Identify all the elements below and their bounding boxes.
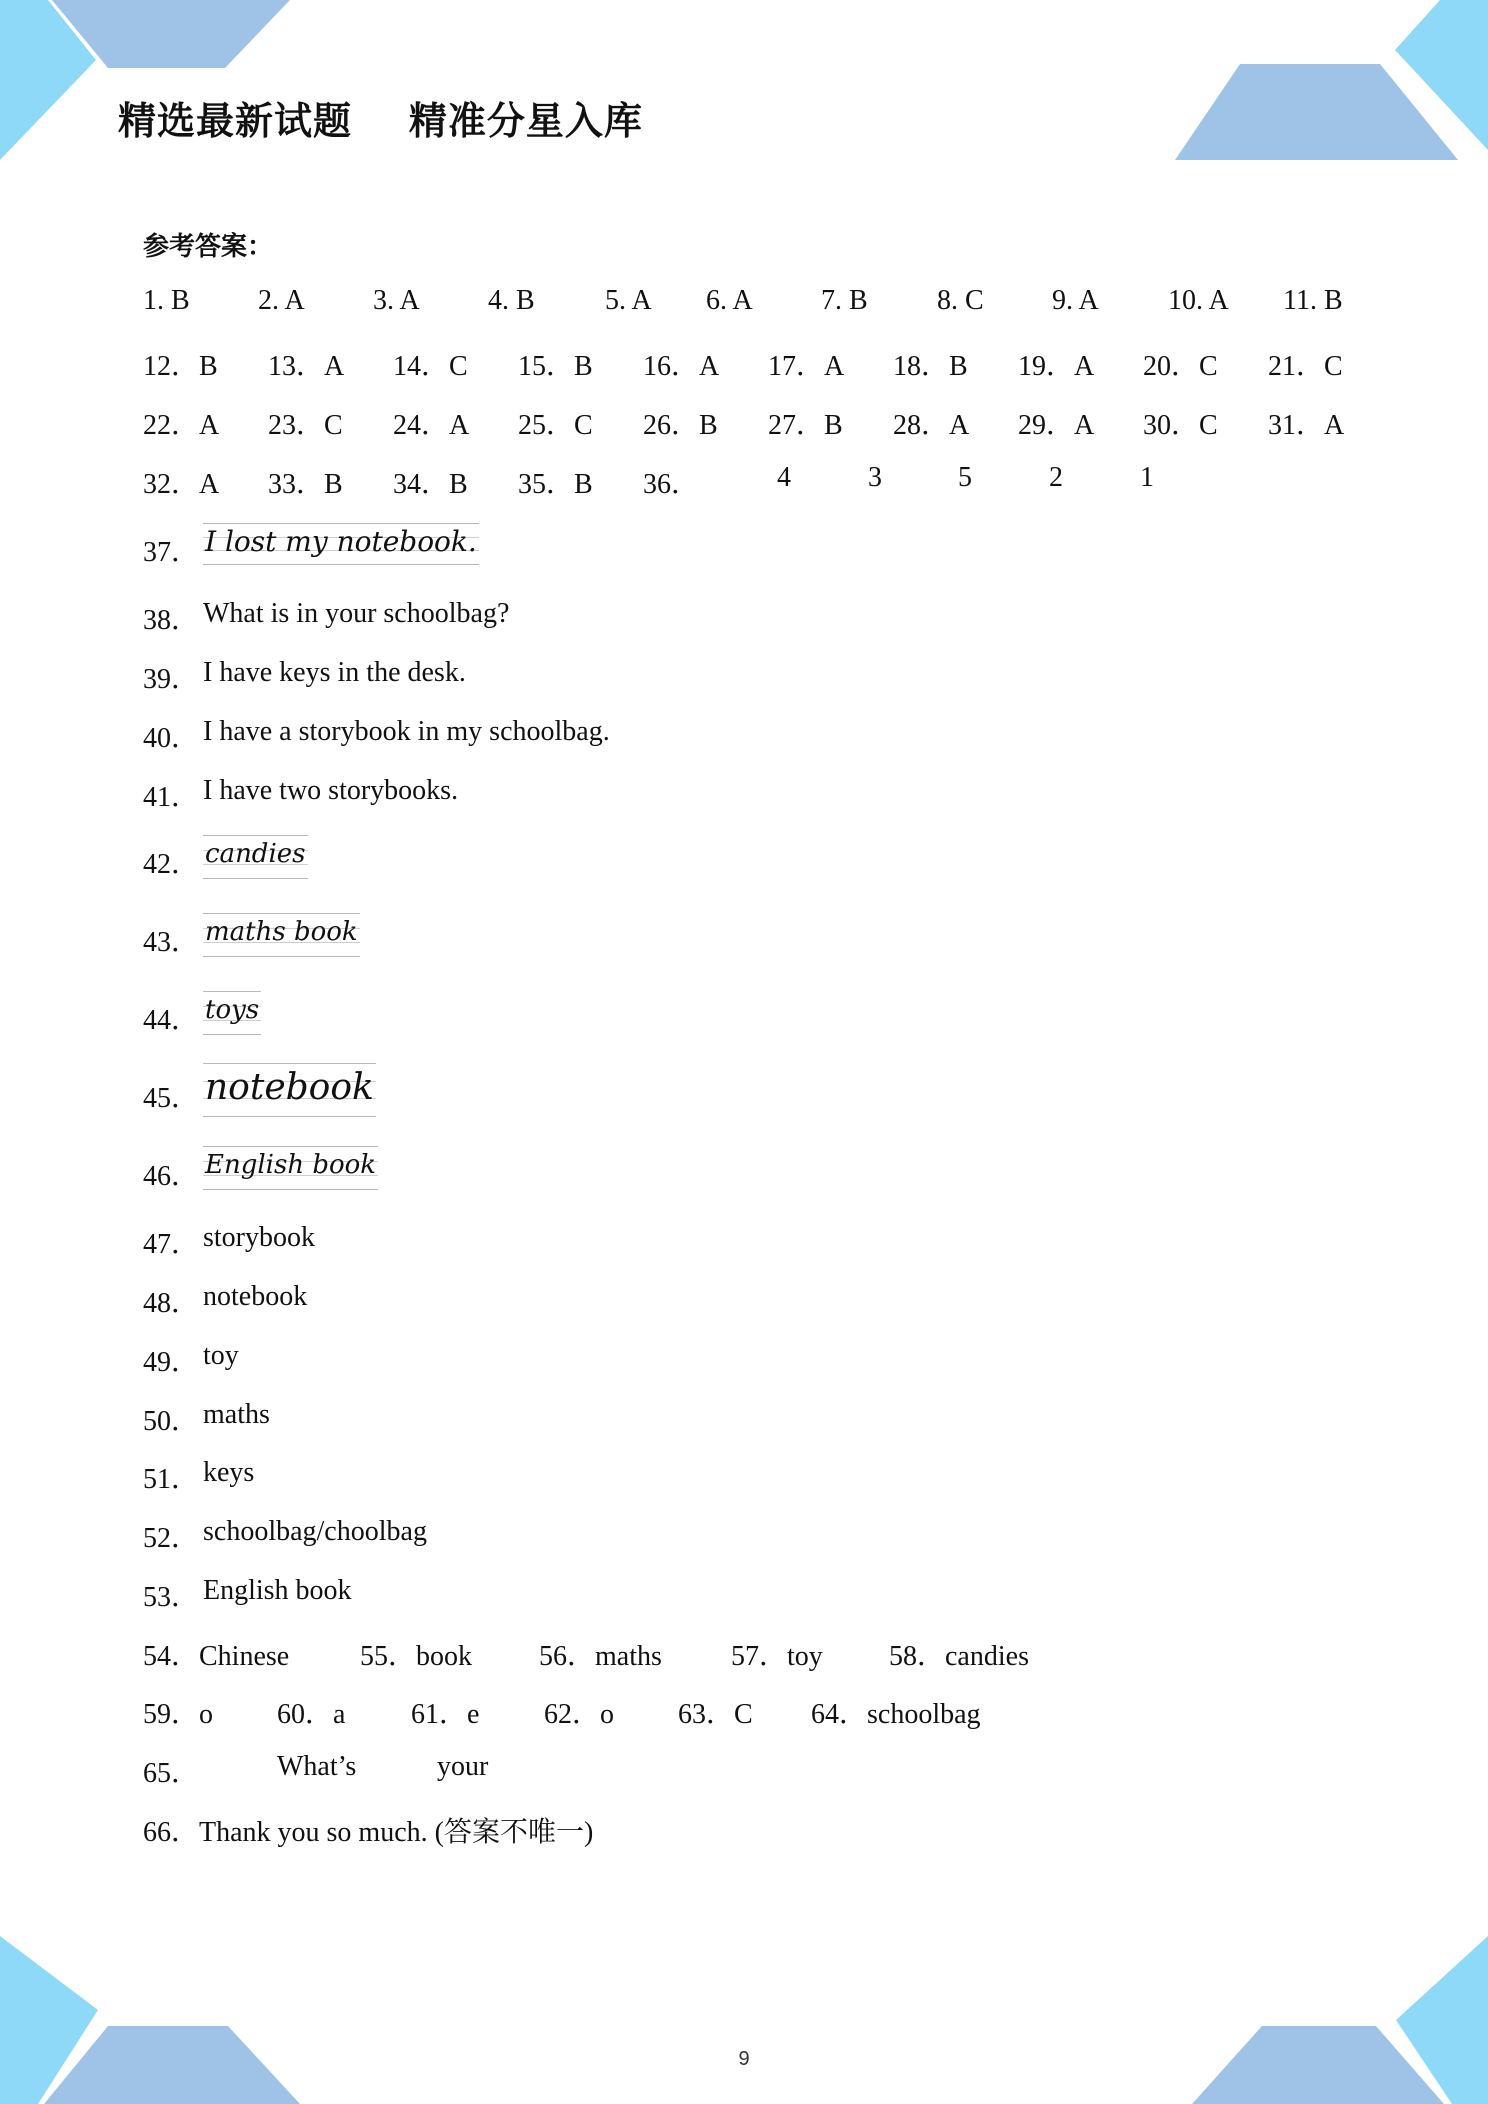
q42-handwriting: candies xyxy=(205,839,306,869)
answer-26: 26．B xyxy=(643,410,718,441)
answer-25: 25．C xyxy=(518,410,593,441)
q46-handwriting-box xyxy=(203,1146,378,1190)
answer-23: 23．C xyxy=(268,410,343,441)
answer-5: 5. A xyxy=(605,285,652,316)
answer-65-blank-2: your xyxy=(437,1751,489,1782)
q47-number: 47． xyxy=(143,1229,200,1260)
answer-10: 10. A xyxy=(1168,285,1229,316)
answer-32: 32．A xyxy=(143,469,220,500)
q51-answer: keys xyxy=(203,1457,255,1488)
answer-36-order-4: 2 xyxy=(1049,462,1063,493)
answer-6: 6. A xyxy=(706,285,753,316)
answer-2: 2. A xyxy=(258,285,305,316)
q44-handwriting-box xyxy=(203,991,261,1035)
q52-answer: schoolbag/choolbag xyxy=(203,1516,427,1547)
q46-number: 46． xyxy=(143,1161,200,1192)
q50-answer: maths xyxy=(203,1399,270,1430)
answer-7: 7. B xyxy=(821,285,868,316)
answer-22: 22．A xyxy=(143,410,220,441)
answer-58: 58．candies xyxy=(889,1641,1029,1672)
q41-number: 41． xyxy=(143,782,200,813)
answer-36: 36． xyxy=(643,469,700,500)
q50-number: 50． xyxy=(143,1406,200,1437)
answer-34: 34．B xyxy=(393,469,468,500)
answer-59: 59．o xyxy=(143,1699,214,1730)
q52-number: 52． xyxy=(143,1523,200,1554)
q45-handwriting: notebook xyxy=(205,1067,374,1108)
q49-number: 49． xyxy=(143,1347,200,1378)
answer-24: 24．A xyxy=(393,410,470,441)
q42-number: 42． xyxy=(143,849,200,880)
answer-4: 4. B xyxy=(488,285,535,316)
answer-12: 12．B xyxy=(143,351,218,382)
answer-15: 15．B xyxy=(518,351,593,382)
q48-answer: notebook xyxy=(203,1281,308,1312)
answer-64: 64．schoolbag xyxy=(811,1699,981,1730)
page-number: 9 xyxy=(738,2048,750,2070)
answer-9: 9. A xyxy=(1052,285,1099,316)
answer-61: 61．e xyxy=(411,1699,480,1730)
answer-54: 54．Chinese xyxy=(143,1641,290,1672)
answer-17: 17．A xyxy=(768,351,845,382)
q53-number: 53． xyxy=(143,1582,200,1613)
answer-21: 21．C xyxy=(1268,351,1343,382)
answer-28: 28．A xyxy=(893,410,970,441)
answer-62: 62．o xyxy=(544,1699,615,1730)
answer-14: 14．C xyxy=(393,351,468,382)
q37-handwriting: I lost my notebook. xyxy=(205,525,477,558)
answer-55: 55．book xyxy=(360,1641,473,1672)
q43-handwriting: maths book xyxy=(205,917,358,947)
answer-36-order-3: 5 xyxy=(958,462,972,493)
answer-8: 8. C xyxy=(937,285,984,316)
answer-36-order-2: 3 xyxy=(868,462,882,493)
q48-number: 48． xyxy=(143,1288,200,1319)
q44-number: 44． xyxy=(143,1005,200,1036)
answer-65-blank-1: What’s xyxy=(277,1751,357,1782)
answer-29: 29．A xyxy=(1018,410,1095,441)
answer-63: 63．C xyxy=(678,1699,753,1730)
q38-number: 38． xyxy=(143,605,200,636)
top-right-trapezoid xyxy=(1175,64,1458,160)
answer-36-order-5: 1 xyxy=(1140,462,1154,493)
answer-57: 57．toy xyxy=(731,1641,823,1672)
q44-handwriting: toys xyxy=(205,995,260,1025)
answer-11: 11. B xyxy=(1283,285,1343,316)
q43-number: 43． xyxy=(143,927,200,958)
answer-60: 60．a xyxy=(277,1699,346,1730)
q38-answer: What is in your schoolbag? xyxy=(203,598,510,629)
answer-30: 30．C xyxy=(1143,410,1218,441)
q49-answer: toy xyxy=(203,1340,239,1371)
q43-handwriting-box xyxy=(203,913,360,957)
q45-handwriting-box xyxy=(203,1063,376,1117)
q51-number: 51． xyxy=(143,1464,200,1495)
answer-13: 13．A xyxy=(268,351,345,382)
q46-handwriting: English book xyxy=(205,1150,377,1180)
q37-number: 37． xyxy=(143,537,200,568)
answer-18: 18．B xyxy=(893,351,968,382)
answer-36-order-1: 4 xyxy=(777,462,791,493)
answer-65-number: 65． xyxy=(143,1758,200,1789)
q39-number: 39． xyxy=(143,664,200,695)
answer-27: 27．B xyxy=(768,410,843,441)
answer-19: 19．A xyxy=(1018,351,1095,382)
answers-heading: 参考答案： xyxy=(143,232,274,262)
answer-16: 16．A xyxy=(643,351,720,382)
answer-31: 31．A xyxy=(1268,410,1345,441)
q42-handwriting-box xyxy=(203,835,308,879)
q40-answer: I have a storybook in my schoolbag. xyxy=(203,716,610,747)
answer-56: 56．maths xyxy=(539,1641,662,1672)
answer-35: 35．B xyxy=(518,469,593,500)
q45-number: 45． xyxy=(143,1083,200,1114)
q37-handwriting-box xyxy=(203,523,479,565)
q47-answer: storybook xyxy=(203,1222,315,1253)
q41-answer: I have two storybooks. xyxy=(203,775,459,806)
answer-33: 33．B xyxy=(268,469,343,500)
q40-number: 40． xyxy=(143,723,200,754)
q53-answer: English book xyxy=(203,1575,352,1606)
header-title: 精选最新试题 精准分星入库 xyxy=(118,99,643,143)
answer-20: 20．C xyxy=(1143,351,1218,382)
answer-3: 3. A xyxy=(373,285,420,316)
answer-1: 1. B xyxy=(143,285,190,316)
answer-66: 66．Thank you so much. (答案不唯一) xyxy=(143,1817,594,1848)
q39-answer: I have keys in the desk. xyxy=(203,657,466,688)
